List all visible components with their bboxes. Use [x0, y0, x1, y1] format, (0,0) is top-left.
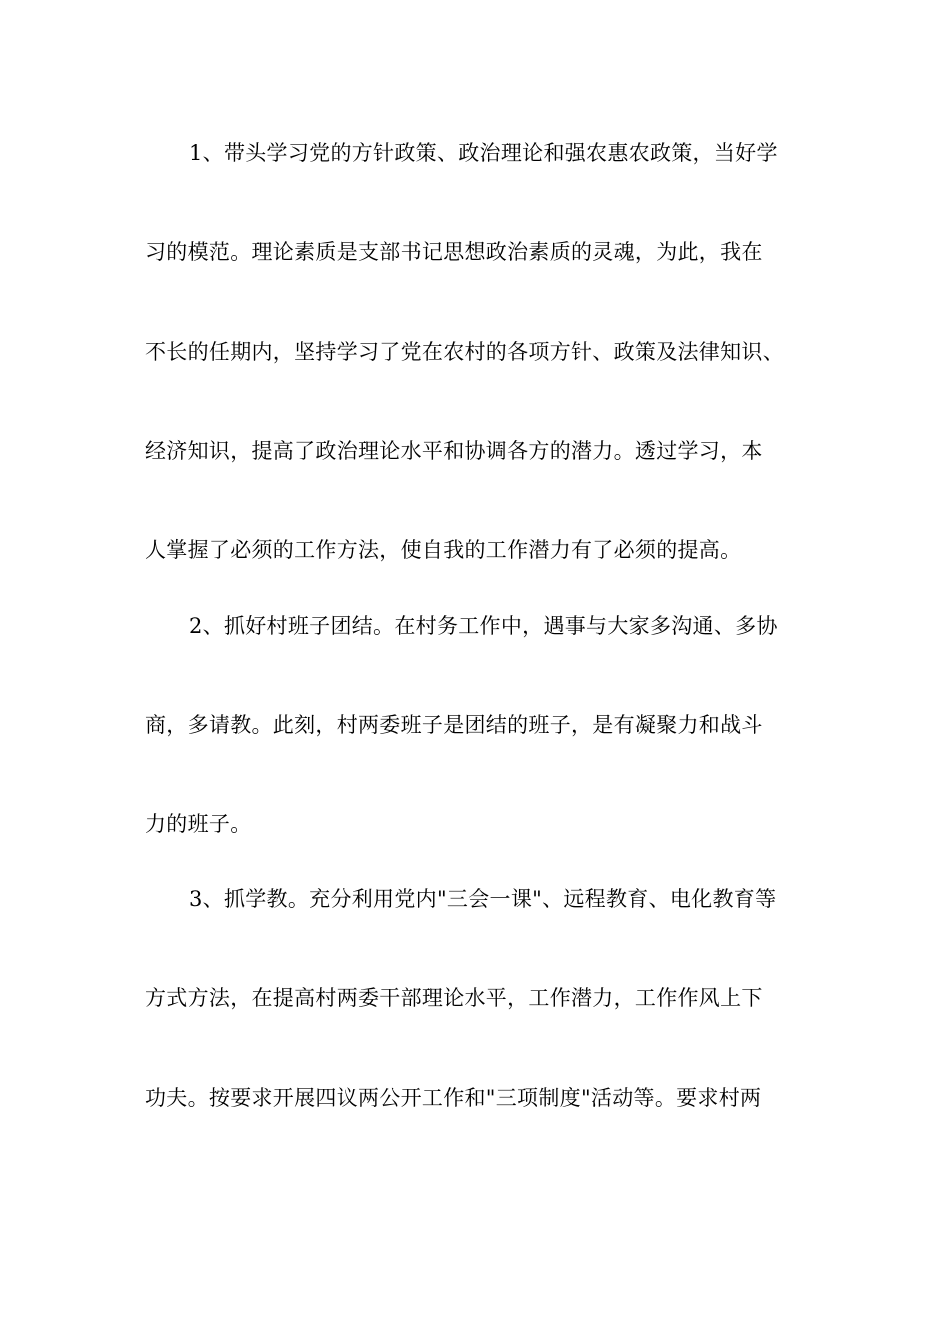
paragraph-2-line-2: 商，多请教。此刻，村两委班子是团结的班子，是有凝聚力和战斗	[145, 713, 763, 737]
paragraph-3-line-1: 3、抓学教。充分利用党内"三会一课"、远程教育、电化教育等	[189, 887, 777, 911]
paragraph-2-line-3: 力的班子。	[145, 812, 252, 836]
paragraph-3-line-3: 功夫。按要求开展四议两公开工作和"三项制度"活动等。要求村两	[145, 1086, 762, 1110]
paragraph-1-line-3: 不长的任期内，坚持学习了党在农村的各项方针、政策及法律知识、	[145, 340, 784, 364]
paragraph-2-line-1: 2、抓好村班子团结。在村务工作中，遇事与大家多沟通、多协	[189, 614, 778, 638]
paragraph-3-line-2: 方式方法，在提高村两委干部理论水平，工作潜力，工作作风上下	[145, 986, 763, 1010]
paragraph-1-line-2: 习的模范。理论素质是支部书记思想政治素质的灵魂，为此，我在	[145, 240, 763, 264]
paragraph-1-line-1: 1、带头学习党的方针政策、政治理论和强农惠农政策，当好学	[189, 141, 778, 165]
paragraph-1-line-4: 经济知识，提高了政治理论水平和协调各方的潜力。透过学习，本	[145, 439, 763, 463]
paragraph-1-line-5: 人掌握了必须的工作方法，使自我的工作潜力有了必须的提高。	[145, 538, 742, 562]
